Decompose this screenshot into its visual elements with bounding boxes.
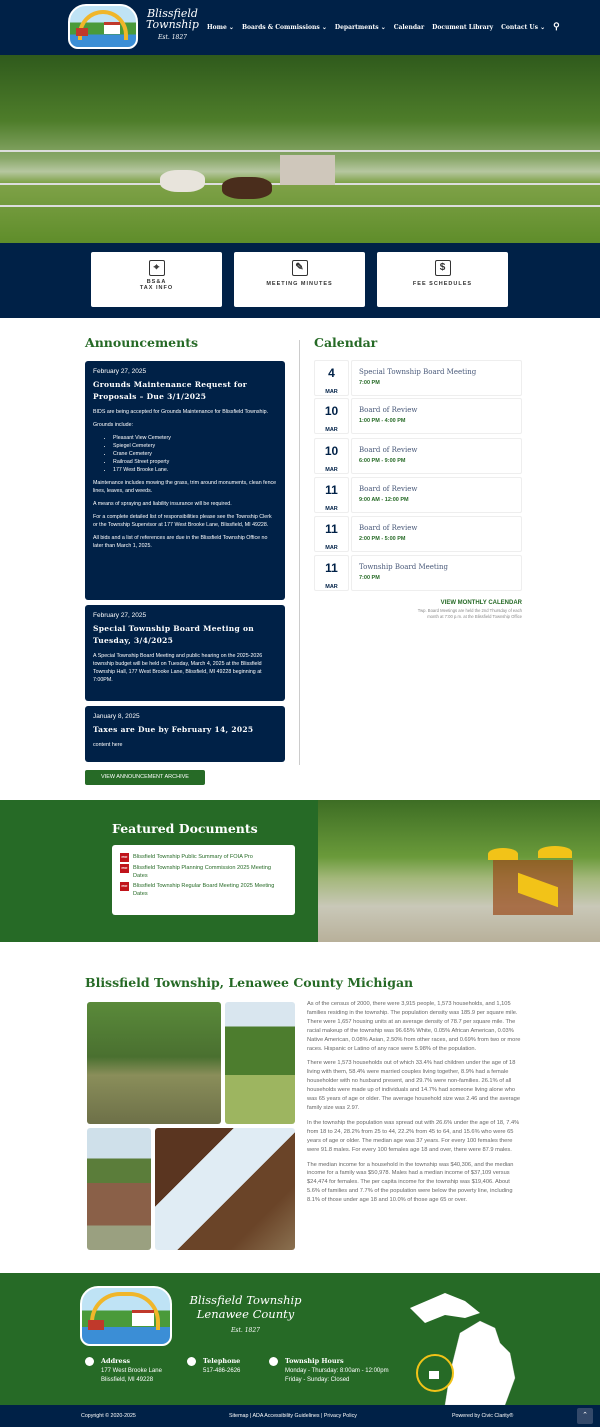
event-info [351, 516, 522, 552]
event-month: MAR [325, 389, 338, 395]
nav-departments[interactable]: Departments ⌄ [334, 23, 386, 31]
event-title[interactable]: Board of Review [359, 406, 418, 414]
footer-hours [285, 1357, 389, 1385]
hours-line: Friday - Sunday: Closed [285, 1377, 350, 1383]
announcement-title[interactable]: Taxes are Due by February 14, 2025 [93, 725, 254, 734]
copyright: Copyright © 2020-2025 [81, 1413, 136, 1419]
phone-number[interactable]: 517-486-2626 [203, 1368, 241, 1374]
calendar-event[interactable] [314, 398, 522, 434]
back-to-top-button[interactable]: ⌃ [577, 1408, 593, 1424]
document-pen-icon: ✎ [292, 260, 308, 276]
event-time: 7:00 PM [359, 575, 380, 581]
bottom-bar [0, 1405, 600, 1427]
footer-brand-line2: Lenawee County [196, 1307, 295, 1321]
hours-label: Township Hours [285, 1357, 344, 1365]
calculator-dollar-icon: $ [435, 260, 451, 276]
list-item: • Pleasant View Cemetery [113, 434, 277, 442]
event-date [314, 477, 349, 513]
event-info [351, 398, 522, 434]
brand-line1: Blissfield [147, 7, 198, 20]
announcement-date: January 8, 2025 [93, 713, 140, 720]
announcement-text: For a complete detailed list of responsibilities please see the Township Clerk or the Township Supervisor at 177 West Brooke Lane, Blissfield, MI 49228. [93, 514, 272, 528]
event-date [314, 438, 349, 474]
event-time: 2:00 PM - 5:00 PM [359, 536, 406, 542]
quick-link-label: TAX INFO [139, 285, 174, 291]
announcement-text: Grounds include: [93, 422, 134, 428]
event-date [314, 398, 349, 434]
announcement-text: content here [93, 742, 123, 748]
list-item: • 177 West Brooke Lane. [113, 466, 277, 474]
site-header [0, 0, 600, 55]
township-logo[interactable] [68, 4, 138, 49]
announcement-card[interactable] [85, 605, 285, 701]
footer-telephone [203, 1357, 240, 1376]
document-link[interactable] [120, 853, 287, 862]
event-day: 11 [325, 522, 338, 536]
quick-link-label: BS&A [146, 279, 167, 285]
list-item: • Spiegel Cemetery [113, 442, 277, 450]
event-info [351, 477, 522, 513]
event-day: 10 [324, 444, 339, 458]
announcement-title[interactable]: Grounds Maintenance Request for Proposals – Due 3/1/2025 [93, 380, 248, 401]
calendar-note [314, 608, 522, 620]
featured-docs-list [112, 845, 295, 915]
calendar-heading: Calendar [314, 335, 378, 350]
event-month: MAR [325, 584, 338, 590]
document-title[interactable]: Blissfield Township Planning Commission 2025 Meeting Dates [133, 865, 271, 879]
featured-heading: Featured Documents [112, 821, 258, 836]
quick-links-band [0, 243, 600, 318]
event-month: MAR [325, 427, 338, 433]
county-paragraph: In the township the population was spread out with 26.6% under the age of 18, 7.4% from 18 to 24, 28.2% from 25 to 44, 22.2% from 45 to 64, and 15.6% who were 65 years of age or older. The median age was 37 years. For every 100 females there were 91.8 males. For every 100 females age 18 and over, there were 87.9 males. [307, 1119, 520, 1153]
announcement-card[interactable] [85, 706, 285, 762]
calendar-event[interactable] [314, 438, 522, 474]
river-photo [87, 1002, 221, 1124]
announcement-text: Maintenance includes mowing the grass, trim around monuments, clean fence lines, leaves, and weeds. [93, 480, 277, 494]
phone-label: Telephone [203, 1357, 241, 1365]
event-info [351, 360, 522, 396]
event-date [314, 516, 349, 552]
depot-photo [87, 1128, 151, 1250]
announcement-text: A means of spraying and liability insurance will be required. [93, 501, 232, 507]
list-item: • Crane Cemetery [113, 450, 277, 458]
announcement-title[interactable]: Special Township Board Meeting on Tuesday, 3/4/2025 [93, 624, 255, 645]
grounds-list [113, 434, 277, 474]
footer-brand-line1: Blissfield Township [189, 1293, 302, 1307]
brand-est: Est. 1827 [158, 34, 187, 41]
event-title[interactable]: Special Township Board Meeting [359, 368, 477, 376]
column-divider [299, 340, 300, 765]
footer-brand [183, 1293, 308, 1338]
event-title[interactable]: Township Board Meeting [359, 563, 448, 571]
event-title[interactable]: Board of Review [359, 446, 418, 454]
pdf-icon: PDF [120, 882, 129, 891]
event-date [314, 360, 349, 396]
address-line: 177 West Brooke Lane [101, 1368, 162, 1374]
event-day: 11 [325, 483, 338, 497]
county-paragraph: As of the census of 2000, there were 3,915 people, 1,573 households, and 1,105 families residing in the township. The population density was 185.9 per square mile. There were 1,657 housing units at an average density of 78.7 per square mile. The racial makeup of the township was 96.65% White, 0.05% African American, 0.03% Native American, 0.08% Asian, 2.50% from other races, and 0.69% from two or more races. Hispanic or Latino of any race were 5.98% of the population. [307, 1001, 521, 1052]
brand-name[interactable] [145, 8, 200, 43]
location-pin-icon [85, 1357, 94, 1366]
footer-links[interactable]: Sitemap | ADA Accessibility Guidelines | Privacy Policy [229, 1413, 357, 1419]
document-title[interactable]: Blissfield Township Public Summary of FOIA Pro [133, 854, 253, 860]
footer-logo[interactable] [80, 1286, 172, 1346]
event-info [351, 555, 522, 591]
footer-brand-est: Est. 1827 [231, 1327, 260, 1334]
event-title[interactable]: Board of Review [359, 485, 418, 493]
calendar-footer [314, 600, 522, 620]
bridge-photo [155, 1128, 295, 1250]
pasture-photo [225, 1002, 295, 1124]
event-time: 9:00 AM - 12:00 PM [359, 497, 409, 503]
announcement-card[interactable] [85, 361, 285, 600]
hero-image-horses [0, 55, 600, 243]
county-paragraph: The median income for a household in the township was $40,306, and the median income for a family was $50,978. Males had a median income of $37,109 versus $24,474 for females. The per capita income for the township was $19,406. About 5.6% of families and 7.7% of the population were below the poverty line, including 8.1% of those under age 18 and 10.0% of those age 65 or over. [307, 1161, 514, 1204]
announcement-date: February 27, 2025 [93, 368, 147, 375]
pdf-icon: PDF [120, 864, 129, 873]
hours-line: Monday - Thursday: 8:00am - 12:00pm [285, 1368, 389, 1374]
quick-link-meeting-minutes[interactable] [234, 252, 365, 307]
announcement-text: A Special Township Board Meeting and public hearing on the 2025-2026 township budget will be held on Tuesday, March 4, 2025 at the Blissfield Township Hall, 177 West Brooke Lane, Blissfield, MI 49228 beginning at 7:00PM. [93, 653, 263, 683]
note-line: month at 7:00 p.m. at the Blissfield Township Office [427, 614, 522, 619]
announcement-date: February 27, 2025 [93, 612, 147, 619]
powered-by[interactable]: Powered by Civic Clarity® [452, 1413, 514, 1419]
nav-document-library[interactable]: Document Library [432, 23, 494, 31]
search-icon[interactable]: ⚲ [553, 22, 560, 32]
calendar-event[interactable] [314, 516, 522, 552]
event-day: 10 [324, 404, 339, 418]
quick-link-label: MEETING MINUTES [266, 281, 333, 287]
address-line: Blissfield, MI 49228 [101, 1377, 154, 1383]
event-month: MAR [325, 545, 338, 551]
calendar-event[interactable] [314, 555, 522, 591]
county-description [307, 1000, 521, 1211]
event-day: 4 [328, 366, 335, 380]
calendar-event[interactable] [314, 360, 522, 396]
brand-line2: Township [146, 18, 199, 31]
michigan-map [405, 1283, 525, 1405]
view-archive-button[interactable]: VIEW ANNOUNCEMENT ARCHIVE [85, 770, 205, 785]
playground-photo [318, 800, 600, 942]
announcements-heading: Announcements [85, 335, 199, 350]
quick-link-label: FEE SCHEDULES [412, 281, 473, 287]
nav-home[interactable]: Home ⌄ [207, 23, 234, 31]
event-day: 11 [325, 561, 338, 575]
calendar-event[interactable] [314, 477, 522, 513]
announcement-text: All bids and a list of references are due in the Blissfield Township Office no later than March 1, 2025. [93, 535, 268, 549]
county-heading: Blissfield Township, Lenawee County Michigan [85, 975, 414, 990]
announcement-text: BIDS are being accepted for Grounds Maintenance for Blissfield Township. [93, 409, 269, 415]
clock-icon [269, 1357, 278, 1366]
event-time: 6:00 PM - 9:00 PM [359, 458, 406, 464]
event-time: 7:00 PM [359, 380, 380, 386]
pdf-icon: PDF [120, 853, 129, 862]
quick-link-fee-schedules[interactable] [377, 252, 508, 307]
phone-icon [187, 1357, 196, 1366]
document-title[interactable]: Blissfield Township Regular Board Meeting 2025 Meeting Dates [133, 883, 275, 897]
event-time: 1:00 PM - 4:00 PM [359, 418, 406, 424]
address-label: Address [101, 1357, 131, 1365]
note-line: Twp. Board Meetings are held the 2nd Thursday of each [417, 608, 522, 613]
map-icon: ⌖ [149, 260, 165, 276]
event-date [314, 555, 349, 591]
nav-boards[interactable]: Boards & Commissions ⌄ [241, 23, 327, 31]
document-link[interactable] [120, 882, 287, 898]
site-footer [0, 1273, 600, 1405]
quick-link-tax-info[interactable] [91, 252, 222, 307]
view-monthly-calendar-link[interactable]: VIEW MONTHLY CALENDAR [440, 600, 522, 606]
event-info [351, 438, 522, 474]
event-title[interactable]: Board of Review [359, 524, 418, 532]
list-item: • Railroad Street property [113, 458, 277, 466]
nav-contact[interactable]: Contact Us ⌄ [501, 23, 546, 31]
nav-calendar[interactable]: Calendar [393, 23, 425, 31]
event-month: MAR [325, 467, 338, 473]
document-link[interactable] [120, 864, 287, 880]
footer-address [101, 1357, 162, 1385]
county-paragraph: There were 1,573 households out of which 33.4% had children under the age of 18 living with them, 58.4% were married couples living together, 8.9% had a female householder with no husband present, and 29.7% were non-families. 26.1% of all households were made up of individuals and 14.7% had someone living alone who was 65 years of age or older. The average household size was 2.46 and the average family size was 2.97. [307, 1060, 520, 1111]
main-nav [207, 22, 560, 32]
event-month: MAR [325, 506, 338, 512]
